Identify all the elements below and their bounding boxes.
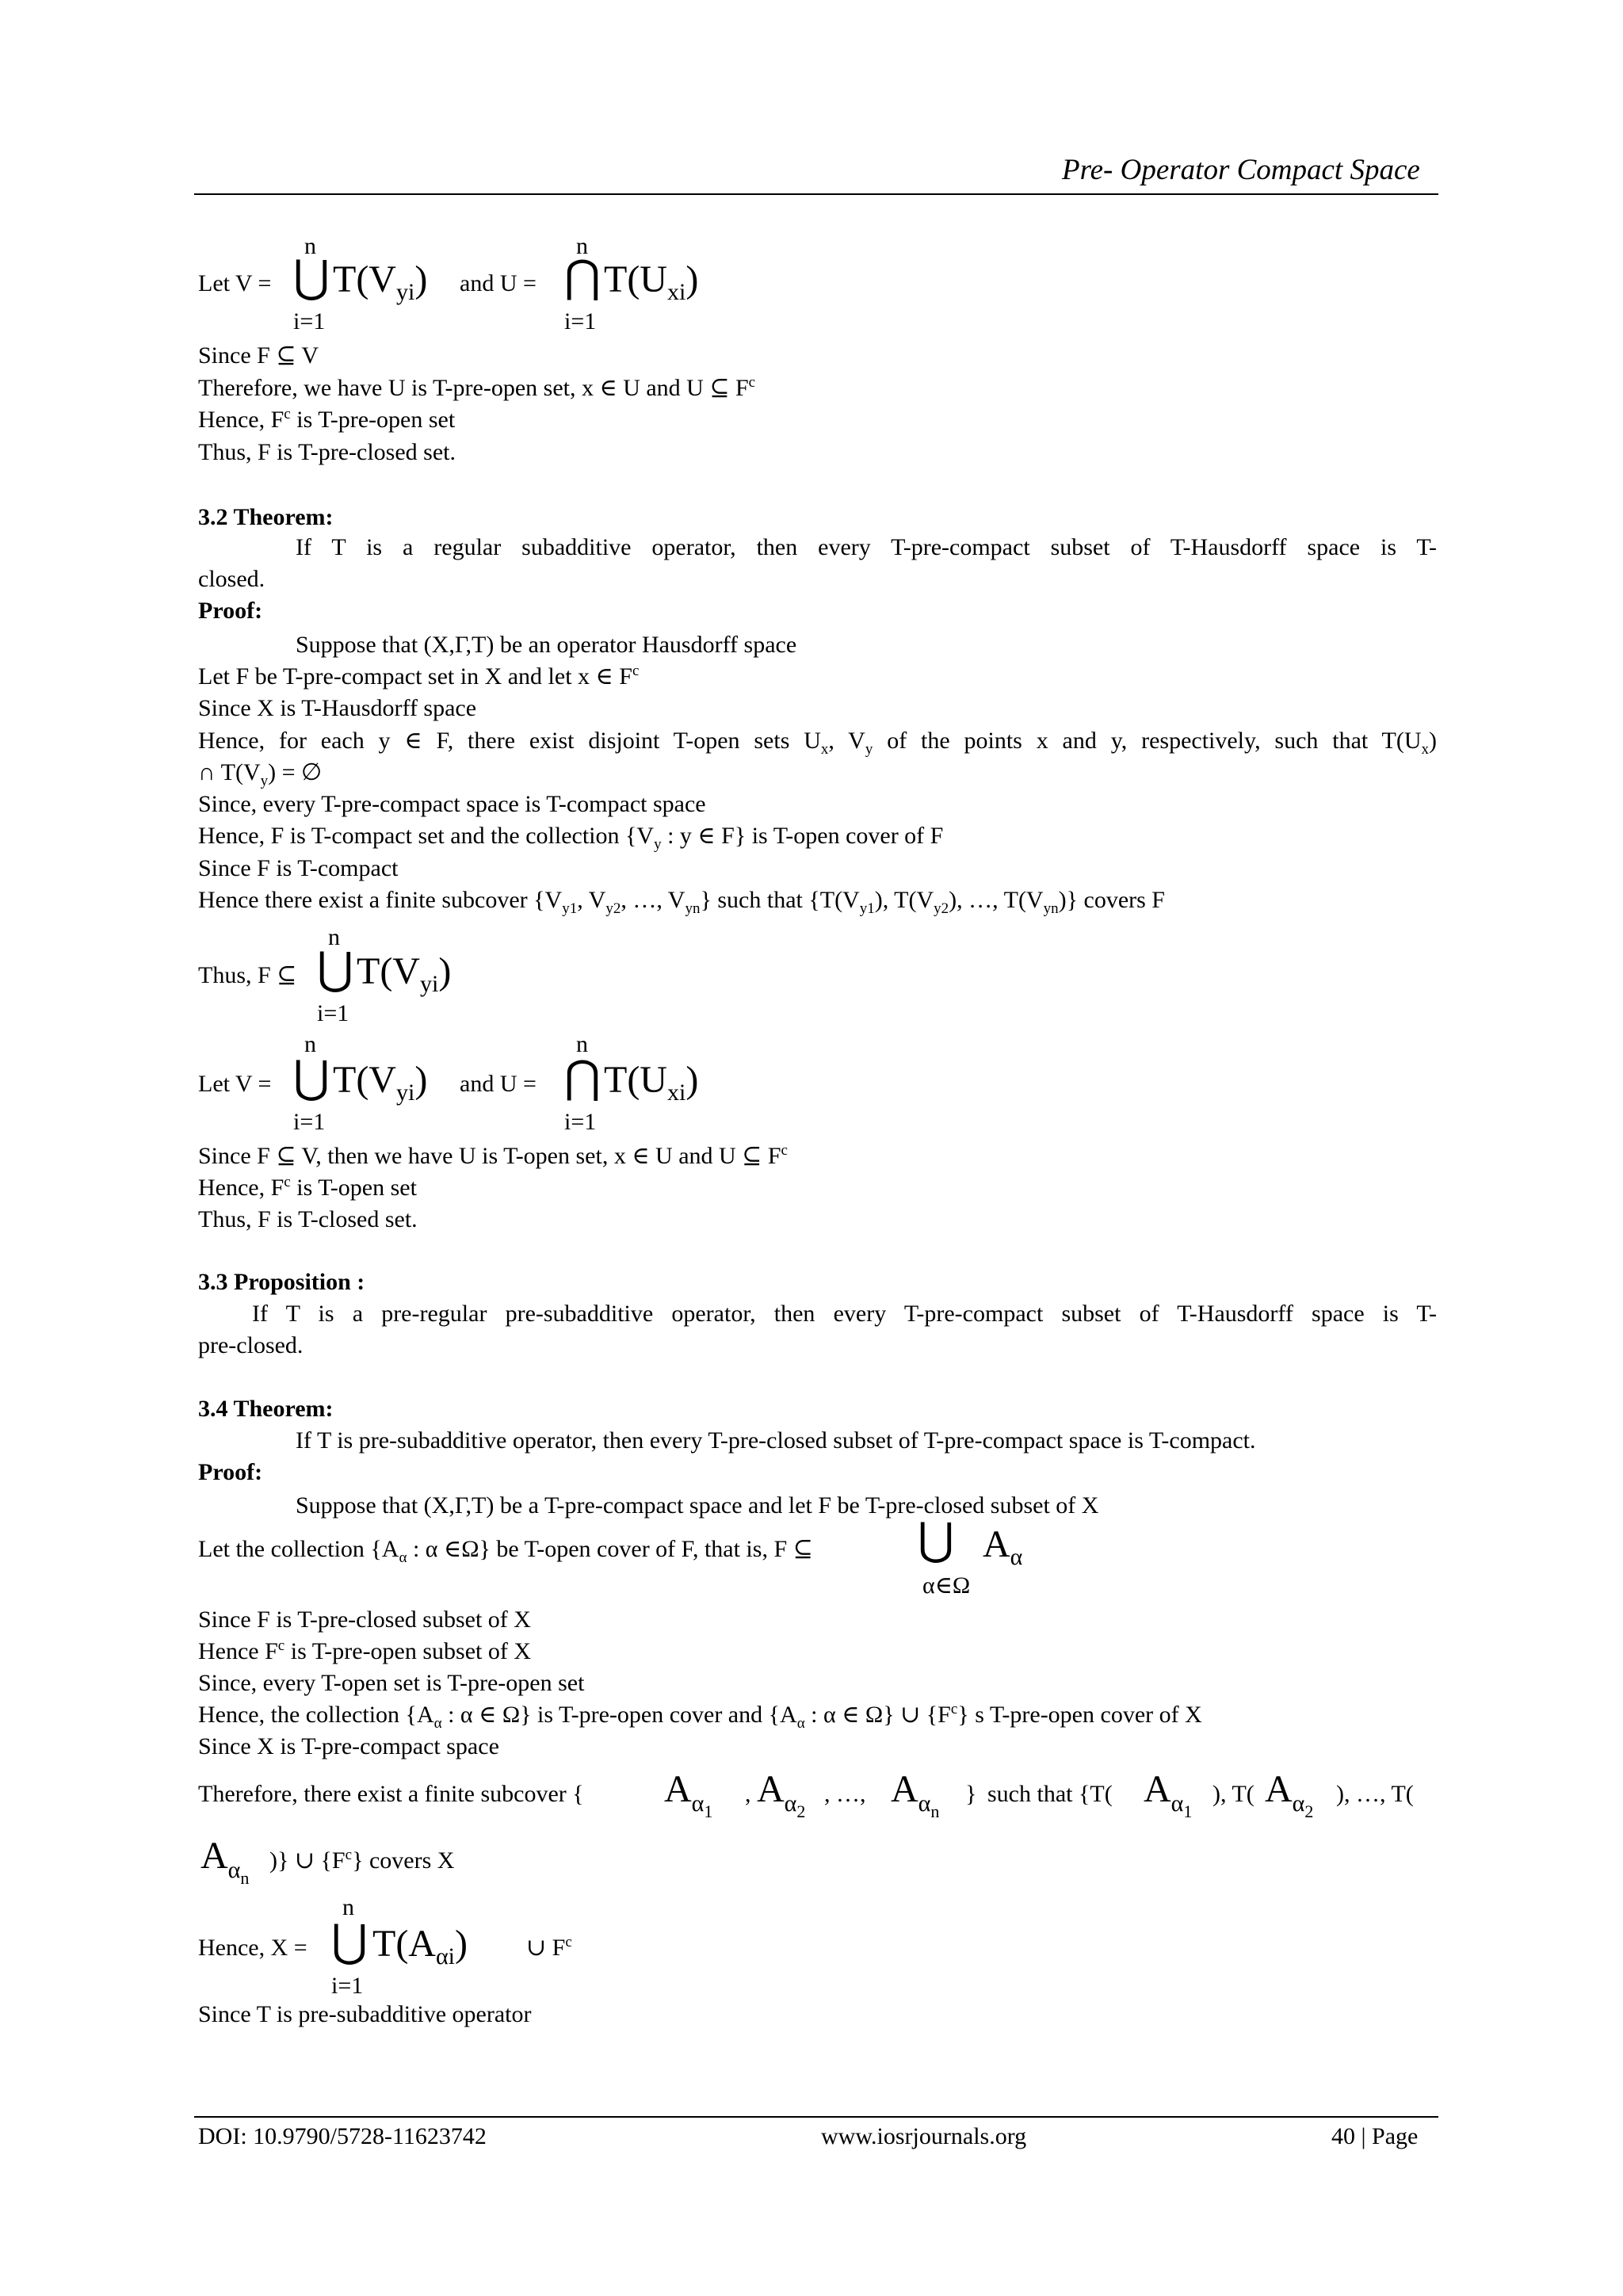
- proof-heading: Proof:: [198, 1459, 263, 1485]
- separator: ), T(: [1212, 1781, 1254, 1807]
- term-a-alpha-2: $A_{\alpha 2}$: [1265, 1768, 1314, 1821]
- union-lower-limit: i=1: [293, 308, 326, 334]
- intersection-lower-limit: i=1: [564, 1109, 597, 1135]
- term-t-u: $T(U_{xi})$: [604, 258, 699, 305]
- union-complement: ∪ $F^c$: [526, 1934, 572, 1961]
- intersection-operator: ⋂: [564, 253, 601, 302]
- footer-website: www.iosrjournals.org: [821, 2123, 1027, 2149]
- term-a-alpha-1: $A_{\alpha 1}$: [1144, 1768, 1193, 1821]
- thus-label: Thus, F ⊆: [198, 962, 297, 988]
- footer-rule: [194, 2116, 1438, 2118]
- text-line: Hence there exist a finite subcover {$V_{y1}$, $V_{y2}$, …, $V_{yn}$} such that {$T(V_{y1})$, $T(V_{y2})$, …, $T(V_{yn})$} covers F: [198, 887, 1165, 917]
- text-line: Since, every T-open set is T-pre-open set: [198, 1670, 585, 1696]
- term-t-v: $T(V_{yi})$: [333, 258, 428, 305]
- text-line: Hence, $F^c$ is T-open set: [198, 1174, 417, 1201]
- separator: ), …, T(: [1336, 1781, 1414, 1807]
- text-line: Hence, F is T-compact set and the collection {$V_y$ : y ∈ F} is T-open cover of F: [198, 823, 944, 853]
- term-a-alpha-2: $A_{\alpha 2}$: [757, 1768, 806, 1821]
- let-v-label: Let V =: [198, 270, 272, 296]
- intersection-lower-limit: i=1: [564, 308, 597, 334]
- text-line: Hence, for each y ∈ F, there exist disjoint T-open sets $U_x$, $V_y$ of the points x and y, respectively, such that $T(U_x)$: [198, 728, 1437, 758]
- such-that: such that {T(: [987, 1781, 1113, 1807]
- and-u-label: and U =: [460, 1071, 537, 1097]
- union-operator: ⋃: [918, 1515, 954, 1564]
- intersection-operator: ⋂: [564, 1053, 601, 1102]
- text-line: Since T is pre-subadditive operator: [198, 2001, 532, 2027]
- term-a-alpha: $A_\alpha$: [983, 1523, 1023, 1570]
- theorem-3-2-statement-cont: closed.: [198, 566, 265, 592]
- term-a-alpha-1: $A_{\alpha 1}$: [664, 1768, 713, 1821]
- proposition-3-3-heading: 3.3 Proposition :: [198, 1269, 365, 1295]
- text-line: Since F ⊆ V, then we have U is T-open set, x ∈ U and U ⊆ $F^c$: [198, 1142, 788, 1169]
- text-line: Therefore, we have U is T-pre-open set, x ∈ U and U ⊆ $F^c$: [198, 374, 756, 401]
- text-line: Since F is T-pre-closed subset of X: [198, 1606, 531, 1633]
- ellipsis: , …,: [824, 1781, 866, 1807]
- theorem-3-2-statement: If T is a regular subadditive operator, then every T-pre-compact subset of T-Hausdorff space is T-: [296, 534, 1437, 560]
- term-a-alpha-n: $A_{\alpha n}$: [891, 1768, 940, 1821]
- let-v-label: Let V =: [198, 1071, 272, 1097]
- text-line: Since F ⊆ V: [198, 342, 319, 369]
- hence-x-label: Hence, X =: [198, 1935, 307, 1961]
- comma: ,: [745, 1781, 751, 1807]
- theorem-3-2-heading: 3.2 Theorem:: [198, 504, 334, 530]
- close-brace: }: [965, 1781, 977, 1807]
- union-lower-limit: i=1: [317, 1000, 349, 1026]
- footer-page-number: 40 | Page: [1331, 2123, 1419, 2149]
- running-title: Pre- Operator Compact Space: [1062, 154, 1420, 186]
- text-line: )} ∪ $\{F^c\}$ covers X: [269, 1847, 455, 1874]
- text-line: Since X is T-Hausdorff space: [198, 695, 477, 721]
- text-line: Suppose that (X,Γ,T) be an operator Hausdorff space: [296, 632, 797, 658]
- text-line: Hence $F^c$ is T-pre-open subset of X: [198, 1637, 532, 1664]
- footer-doi: DOI: 10.9790/5728-11623742: [198, 2123, 487, 2149]
- union-lower-limit: i=1: [331, 1973, 364, 1999]
- union-operator: ⋃: [293, 253, 330, 302]
- and-u-label: and U =: [460, 270, 537, 296]
- theorem-3-4-heading: 3.4 Theorem:: [198, 1396, 334, 1422]
- union-upper-limit: n: [328, 924, 340, 950]
- union-upper-limit: n: [304, 1031, 316, 1057]
- text-line: Since, every T-pre-compact space is T-compact space: [198, 791, 706, 817]
- union-operator: ⋃: [293, 1053, 330, 1102]
- union-upper-limit: n: [342, 1894, 354, 1920]
- text-line: Suppose that (X,Γ,T) be a T-pre-compact space and let F be T-pre-closed subset of X: [296, 1492, 1099, 1519]
- term-a-alpha-n: $A_{\alpha n}$: [200, 1835, 250, 1888]
- text-line: Let F be T-pre-compact set in X and let x ∈ $F^c$: [198, 663, 640, 690]
- theorem-3-4-statement: If T is pre-subadditive operator, then every T-pre-closed subset of T-pre-compact space is T-compact.: [296, 1427, 1256, 1454]
- text-line: ∩ $T(V_y)$ = ∅: [198, 759, 323, 789]
- term-t-v: $T(V_{yi})$: [333, 1059, 428, 1106]
- text-line: Thus, F is T-closed set.: [198, 1206, 418, 1232]
- text-line: Let the collection {$A_\alpha$ : α ∈Ω} be T-open cover of F, that is, F ⊆: [198, 1536, 813, 1566]
- term-t-v: $T(V_{yi})$: [357, 950, 452, 997]
- text-line: Since F is T-compact: [198, 855, 399, 881]
- proof-heading: Proof:: [198, 598, 263, 624]
- union-operator: ⋃: [317, 945, 353, 994]
- proposition-3-3-statement: If T is a pre-regular pre-subadditive operator, then every T-pre-compact subset of T-Hausdorff space is T-: [252, 1301, 1437, 1327]
- intersection-upper-limit: n: [576, 1031, 588, 1057]
- union-upper-limit: n: [304, 233, 316, 259]
- text-line: Hence, the collection {$A_\alpha$ : α ∈ Ω} is T-pre-open cover and {$A_\alpha$ : α ∈ Ω} ∪ $\{F^c\}$ s T-pre-open cover of X: [198, 1701, 1202, 1732]
- union-index-set: α∈Ω: [922, 1572, 971, 1599]
- text-line: Since X is T-pre-compact space: [198, 1733, 499, 1759]
- text-line: Therefore, there exist a finite subcover {: [198, 1781, 584, 1807]
- intersection-upper-limit: n: [576, 233, 588, 259]
- term-t-u: $T(U_{xi})$: [604, 1059, 699, 1106]
- term-t-a: $T(A_{\alpha i})$: [372, 1923, 468, 1969]
- text-line: Hence, $F^c$ is T-pre-open set: [198, 406, 456, 433]
- union-operator: ⋃: [331, 1917, 368, 1966]
- header-rule: [194, 193, 1438, 195]
- text-line: Thus, F is T-pre-closed set.: [198, 439, 456, 465]
- union-lower-limit: i=1: [293, 1109, 326, 1135]
- proposition-3-3-statement-cont: pre-closed.: [198, 1332, 304, 1358]
